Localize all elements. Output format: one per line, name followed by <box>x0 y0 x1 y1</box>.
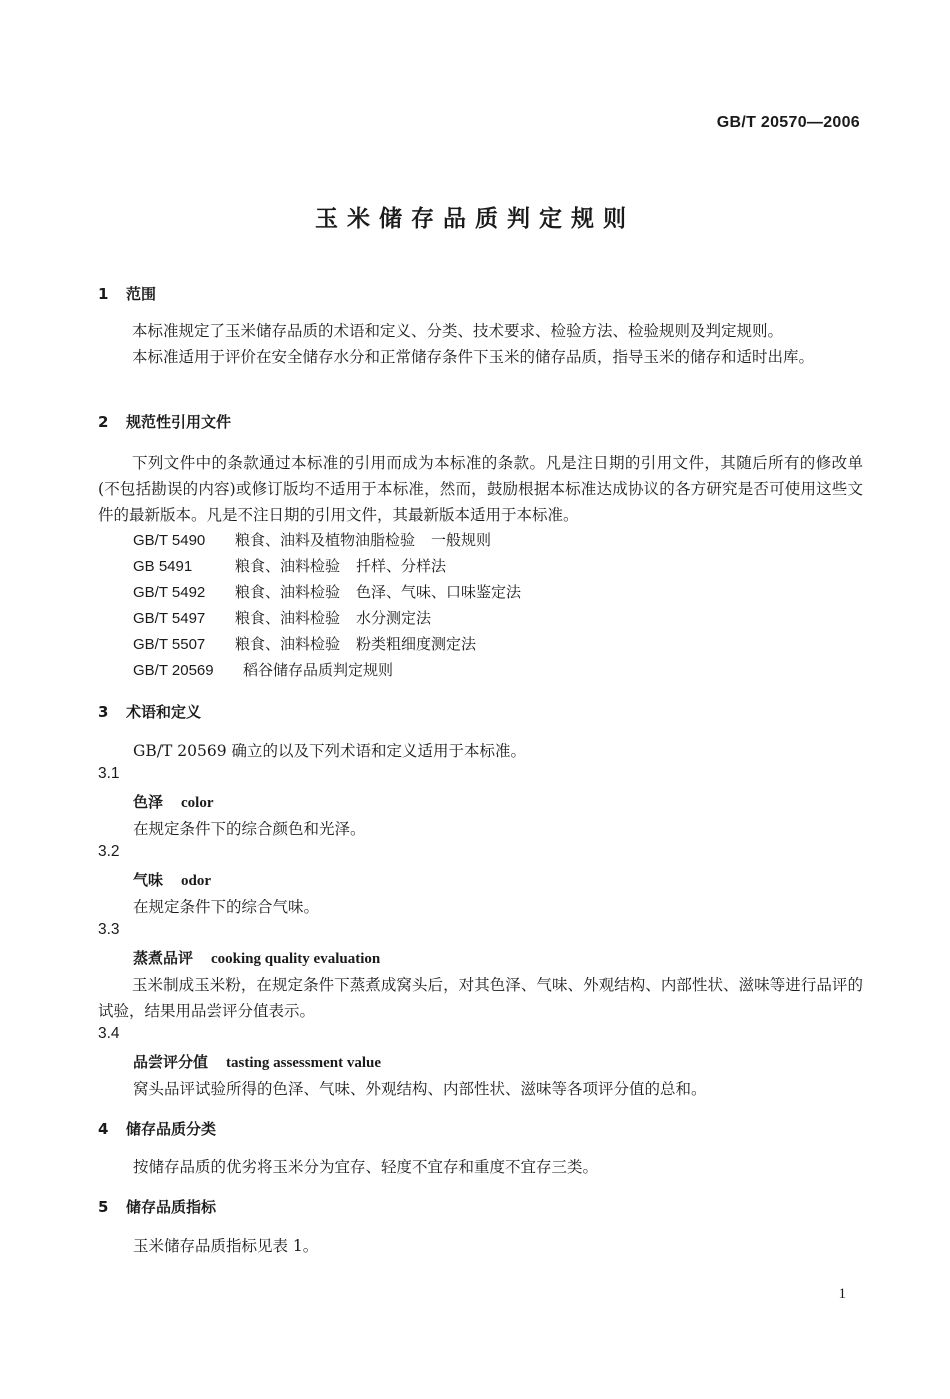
section-title: 术语和定义 <box>126 703 202 721</box>
section-1-paragraph-1: 本标准规定了玉米储存品质的术语和定义、分类、技术要求、检验方法、检验规则及判定规则。 <box>132 322 784 340</box>
reference-title: 粮食、油料检验 <box>235 609 341 627</box>
term-number: 3.1 <box>98 765 120 782</box>
section-number: 1 <box>98 285 109 303</box>
term-heading <box>133 791 214 812</box>
reference-title: 粮食、油料及植物油脂检验 <box>235 531 416 549</box>
section-title: 范围 <box>126 285 157 303</box>
reference-item <box>133 633 476 654</box>
section-number: 4 <box>98 1120 109 1138</box>
term-definition: 在规定条件下的综合颜色和光泽。 <box>133 820 366 838</box>
term-en: color <box>181 795 214 811</box>
reference-subtitle: 水分测定法 <box>356 609 432 627</box>
section-4-heading <box>98 1118 216 1139</box>
term-number: 3.4 <box>98 1025 120 1042</box>
reference-code: GB/T 5497 <box>133 610 206 627</box>
section-1-heading <box>98 283 156 304</box>
reference-code: GB/T 20569 <box>133 662 214 679</box>
reference-title: 粮食、油料检验 <box>235 557 341 575</box>
reference-subtitle: 一般规则 <box>431 531 492 549</box>
section-1-paragraph-2: 本标准适用于评价在安全储存水分和正常储存条件下玉米的储存品质，指导玉米的储存和适时出库。 <box>132 348 815 366</box>
term-en: odor <box>181 873 212 889</box>
reference-subtitle: 色泽、气味、口味鉴定法 <box>356 583 522 601</box>
term-heading <box>133 947 380 968</box>
reference-title: 粮食、油料检验 <box>235 583 341 601</box>
section-title: 储存品质指标 <box>126 1198 217 1216</box>
section-number: 2 <box>98 413 109 431</box>
section-title: 规范性引用文件 <box>126 413 232 431</box>
term-definition: 窝头品评试验所得的色泽、气味、外观结构、内部性状、滋味等各项评分值的总和。 <box>133 1080 707 1098</box>
reference-title: 稻谷储存品质判定规则 <box>243 661 394 679</box>
term-en: tasting assessment value <box>226 1055 382 1071</box>
term-en: cooking quality evaluation <box>211 951 381 967</box>
reference-subtitle: 扦样、分样法 <box>356 557 447 575</box>
reference-item <box>133 607 431 628</box>
section-title: 储存品质分类 <box>126 1120 217 1138</box>
section-5-heading <box>98 1196 216 1217</box>
reference-title: 粮食、油料检验 <box>235 635 341 653</box>
term-zh: 色泽 <box>133 793 164 811</box>
reference-code: GB/T 5492 <box>133 584 206 601</box>
term-heading <box>133 869 211 890</box>
section-4-paragraph-1: 按储存品质的优劣将玉米分为宜存、轻度不宜存和重度不宜存三类。 <box>133 1158 599 1176</box>
page-title: 玉米储存品质判定规则 <box>315 206 635 232</box>
term-number: 3.2 <box>98 843 120 860</box>
reference-code: GB/T 5507 <box>133 636 206 653</box>
page-number: 1 <box>838 1286 846 1302</box>
section-3-heading <box>98 701 201 722</box>
section-3-intro: GB/T 20569 确立的以及下列术语和定义适用于本标准。 <box>133 742 526 760</box>
term-zh: 气味 <box>133 871 164 889</box>
term-zh: 品尝评分值 <box>133 1053 209 1071</box>
reference-item <box>133 659 393 680</box>
section-number: 5 <box>98 1198 109 1216</box>
section-2-heading <box>98 411 231 432</box>
term-number: 3.3 <box>98 921 120 938</box>
standard-code: GB/T 20570—2006 <box>716 114 860 131</box>
reference-code: GB 5491 <box>133 558 193 575</box>
reference-item <box>133 529 491 550</box>
term-definition: 在规定条件下的综合气味。 <box>133 898 320 916</box>
section-2-paragraph-1: 下列文件中的条款通过本标准的引用而成为本标准的条款。凡是注日期的引用文件，其随后所有的修改单(不包括勘误的内容)或修订版均不适用于本标准，然而，鼓励根据本标准达成协议的各方研究是否可使用这些文件的最新版本。凡是不注日期的引用文件，其最新版本适用于本标准。 <box>98 454 863 524</box>
section-5-paragraph-1: 玉米储存品质指标见表 1。 <box>133 1237 319 1255</box>
term-zh: 蒸煮品评 <box>133 949 194 967</box>
reference-item <box>133 581 521 602</box>
section-number: 3 <box>98 703 109 721</box>
reference-subtitle: 粉类粗细度测定法 <box>356 635 477 653</box>
term-definition: 玉米制成玉米粉，在规定条件下蒸煮成窝头后，对其色泽、气味、外观结构、内部性状、滋味等进行品评的试验，结果用品尝评分值表示。 <box>98 976 863 1020</box>
reference-code: GB/T 5490 <box>133 532 206 549</box>
term-heading <box>133 1051 381 1072</box>
reference-item <box>133 555 446 576</box>
